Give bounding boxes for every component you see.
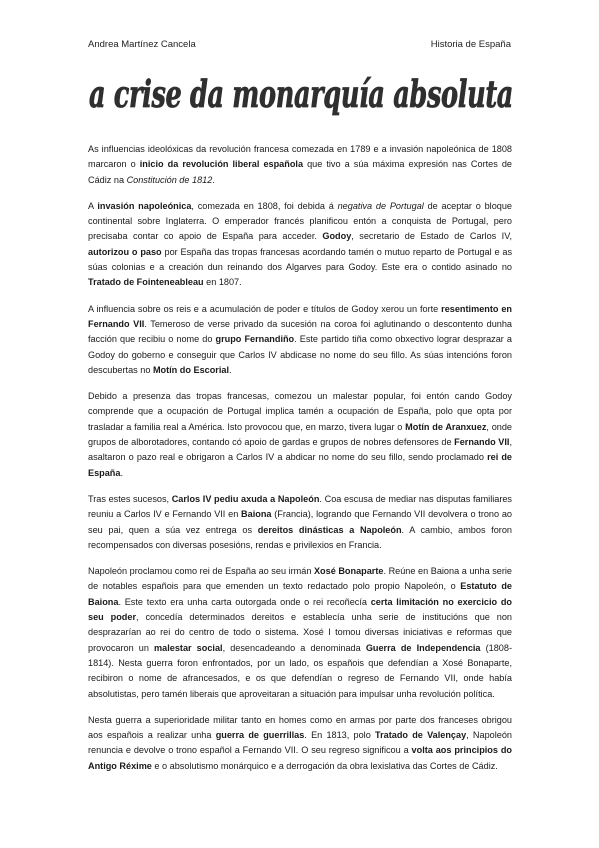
text-run: , secretario de Estado de Carlos IV,: [351, 231, 512, 242]
bold-text-run: Godoy: [322, 231, 352, 242]
bold-text-run: certa limitación no exercicio do seu poder: [88, 596, 512, 623]
text-run: Debido a presenza das tropas francesas, comezou un malestar popular, foi entón cando Godoy comprende que a ocupación de Portugal implica tamén a ocupación de España, polo que opta por trasladar a familia real a América. Isto provocou que, en marzo, tivera lugar o: [88, 391, 512, 432]
bold-text-run: invasión napoleónica: [97, 200, 192, 211]
body-paragraph: [88, 389, 512, 481]
page-title: [86, 70, 516, 118]
body-paragraph: [88, 564, 512, 702]
text-run: .: [229, 364, 232, 375]
text-run: As influencias ideolóxicas da revolución francesa comezada en 1789 e a invasión napoleónica de 1808 marcaron o: [88, 144, 512, 170]
text-run: . Este texto era unha carta outorgada onde o rei recoñecía: [118, 596, 371, 607]
bold-text-run: malestar social: [154, 642, 223, 653]
italic-text-run: negativa de Portugal: [337, 200, 424, 211]
text-run: Napoleón proclamou como rei de España ao seu irmán: [88, 566, 314, 577]
text-run: A: [88, 200, 98, 211]
text-run: .: [212, 174, 215, 185]
text-run: e o absolutismo monárquico e a derrogación da obra lexislativa das Cortes de Cádiz.: [151, 760, 498, 771]
text-run: . Reúne en Baiona a unha serie de notables españois para que emenden un texto redactado polo propio Napoleón, o: [88, 566, 512, 592]
document-body: [88, 142, 512, 785]
header-subject: Historia de España: [430, 39, 511, 50]
text-run: , asaltaron o pazo real e obrigaron a Carlos IV a abdicar no nome do seu fillo, sendo proclamado: [88, 437, 512, 463]
text-run: . En 1813, polo: [304, 730, 376, 741]
text-run: A influencia sobre os reis e a acumulación de poder e títulos de Godoy xerou un forte: [88, 303, 442, 314]
text-run: Nesta guerra a superioridade militar tanto en homes como en armas por parte dos franceses obrigou aos españois a realizar unha: [88, 714, 512, 741]
body-paragraph: [88, 492, 512, 553]
bold-text-run: inicio da revolución liberal española: [139, 159, 304, 170]
bold-text-run: grupo Fernandiño: [215, 334, 295, 345]
bold-text-run: Motín do Escorial: [152, 364, 229, 375]
bold-text-run: dereitos dinásticas a Napoleón: [257, 524, 402, 535]
bold-text-run: Tratado de Fointeneableau: [88, 277, 204, 288]
bold-text-run: Guerra de Independencia: [365, 642, 481, 653]
italic-text-run: Constitución de 1812: [126, 174, 213, 185]
text-run: de aceptar o bloque continental sobre Inglaterra. O emperador francés planificou entón a conquista de Portugal, pero precisaba contar co apoio de España para acceder.: [88, 200, 512, 242]
text-run: .: [120, 467, 124, 478]
bold-text-run: Baiona: [241, 509, 272, 520]
bold-text-run: Fernando VII: [454, 437, 510, 448]
text-run: por España das tropas francesas acordando tamén o mutuo reparto de Portugal e as súas colonias e a creación dun reinando dos Algarves para Godoy. Este era o contido asinado no: [88, 246, 513, 273]
text-run: . Temeroso de verse privado da sucesión na coroa foi aglutinando o descontento dunha facción que recibiu o nome do: [88, 318, 512, 345]
bold-text-run: Tratado de Valençay: [375, 730, 467, 741]
text-run: , concedía determinados dereitos e establecía unha serie de institucións que non desprazarían ao rei do centro de todo o sistema. Xosé I tomou diversas iniciativas e reformas que provocaron un: [88, 612, 512, 653]
body-paragraph: [88, 713, 512, 774]
bold-text-run: Xosé Bonaparte: [313, 566, 384, 577]
text-run: Tras estes sucesos,: [88, 493, 172, 504]
text-run: , comezada en 1808, foi debida á: [191, 200, 338, 211]
body-paragraph: [88, 142, 512, 188]
text-run: (Francia), logrando que Fernando VII devolvera o trono ao seu pai, quen a súa vez entrega os: [88, 509, 513, 535]
text-run: que tivo a súa máxima expresión nas Cortes de Cádiz na: [88, 159, 513, 185]
body-paragraph: [88, 302, 512, 378]
text-run: , desencadeando a denominada: [222, 642, 366, 653]
title-brush-lettering: [86, 70, 516, 118]
page-title-text: a crise da monarquía absoluta: [89, 72, 513, 116]
body-paragraph: [88, 199, 512, 291]
bold-text-run: Carlos IV pediu axuda a Napoleón: [171, 493, 320, 504]
header-author: Andrea Martínez Cancela: [88, 39, 196, 50]
text-run: (1808-1814). Nesta guerra foron enfrontados, por un lado, os españois que defendían a Xosé Bonaparte, recibiron o nome de afrancesados, e os que defendían o regreso de Fernando VII, onde había absolutistas, pero tamén liberais que aproveitaran a situación para impulsar unha revolución política.: [88, 642, 512, 699]
text-run: , Napoleón renuncia e devolve o trono español a Fernando VII. O seu regreso significou a: [88, 730, 512, 756]
text-run: en 1807.: [203, 277, 242, 288]
text-run: , onde grupos de alborotadores, contando có apoio de gardas e grupos de nobres defensores de: [88, 421, 513, 448]
bold-text-run: resentimento en Fernando VII: [88, 303, 513, 329]
bold-text-run: autorizou o paso: [88, 246, 162, 257]
page-header: [88, 39, 511, 53]
bold-text-run: volta aos principios do Antigo Réxime: [88, 745, 512, 771]
bold-text-run: guerra de guerrillas: [215, 730, 305, 741]
text-run: . A cambio, ambos foron recompensados con diversas posesións, rendas e privilexios en Francia.: [88, 524, 512, 550]
bold-text-run: Motín de Aranxuez: [405, 421, 487, 432]
bold-text-run: Estatuto de Baiona: [88, 581, 512, 607]
text-run: . Coa escusa de mediar nas disputas familiares reuniu a Carlos IV e Fernando VII en: [88, 493, 512, 520]
bold-text-run: rei de España: [88, 452, 512, 478]
text-run: . Este partido tiña como obxectivo lograr desprazar a Godoy do goberno e conseguir que Carlos IV abdicase no nome do seu fillo. As súas intencións foron descubertas no: [88, 334, 512, 375]
